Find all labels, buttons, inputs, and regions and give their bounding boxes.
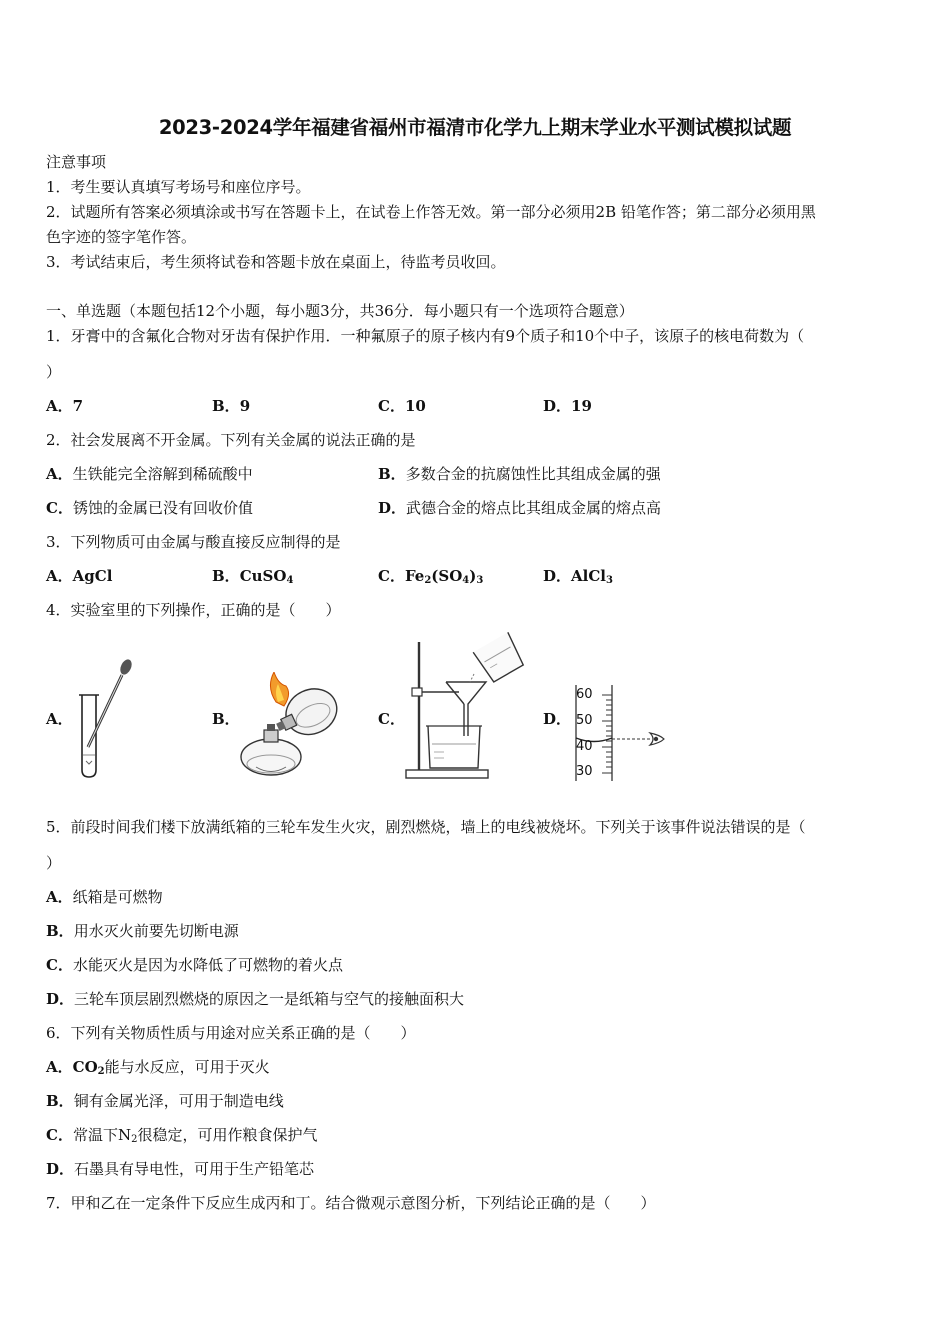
option-text: AlCl <box>571 567 606 585</box>
option-key: A． <box>46 465 73 483</box>
question-6-stem: 6．下列有关物质性质与用途对应关系正确的是（ ） <box>46 1024 416 1042</box>
option-key: B． <box>378 465 406 483</box>
cylinder-tick-label: 60 <box>576 687 593 702</box>
option-text: 10 <box>404 397 426 415</box>
option-text: 能与水反应，可用于灭火 <box>104 1058 270 1076</box>
option-key: B． <box>212 567 240 585</box>
q6-option-a[interactable] <box>46 1057 270 1082</box>
q5-option-d[interactable] <box>46 989 464 1009</box>
q4-label-a[interactable]: A． <box>46 710 73 728</box>
option-text: 很稳定，可用作粮食保护气 <box>137 1126 318 1144</box>
option-key: D． <box>543 397 572 415</box>
subscript: 4 <box>462 575 470 586</box>
option-text: 纸箱是可燃物 <box>72 888 163 906</box>
question-3-stem: 3．下列物质可由金属与酸直接反应制得的是 <box>46 533 341 551</box>
q3-option-d[interactable] <box>543 566 613 591</box>
question-2-stem: 2．社会发展离不开金属。下列有关金属的说法正确的是 <box>46 431 416 449</box>
q5-option-a[interactable] <box>46 887 163 907</box>
notice-item: 3．考试结束后，考生须将试卷和答题卡放在桌面上，待监考员收回。 <box>46 253 506 271</box>
q3-option-c[interactable] <box>378 566 483 591</box>
q4-label-b[interactable]: B． <box>212 710 240 728</box>
option-key: B． <box>212 397 240 415</box>
option-key: C． <box>46 956 73 974</box>
option-text: ) <box>469 567 477 585</box>
option-text: 9 <box>239 397 251 415</box>
question-5-stem: 5．前段时间我们楼下放满纸箱的三轮车发生火灾，剧烈燃烧，墙上的电线被烧坏。下列关于该事件说法错误的是（ <box>46 818 806 836</box>
q6-option-d[interactable] <box>46 1159 314 1179</box>
subscript: 2 <box>97 1066 105 1077</box>
subscript: 2 <box>424 575 432 586</box>
option-key: A． <box>46 1058 73 1076</box>
q4-label-d[interactable]: D． <box>543 710 572 728</box>
cylinder-tick-label: 40 <box>576 739 593 754</box>
option-text: 武德合金的熔点比其组成金属的熔点高 <box>406 499 662 517</box>
q2-option-d[interactable] <box>378 498 661 518</box>
option-key: C． <box>46 1126 73 1144</box>
option-text: 石墨具有导电性，可用于生产铅笔芯 <box>74 1160 315 1178</box>
option-key: D． <box>46 1160 75 1178</box>
q2-option-c[interactable] <box>46 498 253 518</box>
subscript: 2 <box>131 1134 138 1145</box>
question-1-stem-end: ） <box>46 363 62 381</box>
option-text: 水能灭火是因为水降低了可燃物的着火点 <box>72 956 343 974</box>
cylinder-tick-label: 30 <box>576 764 593 779</box>
option-key: C． <box>378 567 405 585</box>
question-4-stem: 4．实验室里的下列操作，正确的是（ ） <box>46 601 341 619</box>
q3-option-b[interactable] <box>212 566 293 591</box>
option-key: D． <box>46 990 75 1008</box>
q5-option-c[interactable] <box>46 955 343 975</box>
q1-option-a[interactable] <box>46 396 83 416</box>
option-text: 生铁能完全溶解到稀硫酸中 <box>72 465 253 483</box>
option-key: B． <box>46 922 74 940</box>
notice-item: 色字迹的签字笔作答。 <box>46 228 197 246</box>
section-heading: 一、单选题（本题包括12个小题，每小题3分，共36分．每小题只有一个选项符合题意） <box>46 302 634 320</box>
option-key: A． <box>46 567 73 585</box>
option-prefix: CO <box>72 1058 98 1076</box>
page-title: 2023-2024学年福建省福州市福清市化学九上期末学业水平测试模拟试题 <box>158 116 792 139</box>
option-key: D． <box>378 499 407 517</box>
option-key: A． <box>46 888 73 906</box>
option-prefix: 常温下N <box>72 1126 132 1144</box>
q5-option-b[interactable] <box>46 921 239 941</box>
subscript: 3 <box>606 575 613 586</box>
subscript: 4 <box>286 575 294 586</box>
option-text: Fe <box>404 567 425 585</box>
option-text: AgCl <box>72 567 113 585</box>
option-text: (SO <box>431 567 463 585</box>
q2-option-a[interactable] <box>46 464 253 484</box>
option-key: D． <box>543 567 572 585</box>
dropper-test-tube-figure <box>72 655 142 783</box>
q1-option-c[interactable] <box>378 396 426 416</box>
q2-option-b[interactable] <box>378 464 661 484</box>
q6-option-b[interactable] <box>46 1091 284 1111</box>
filtration-figure <box>404 632 526 780</box>
q3-option-a[interactable] <box>46 566 112 586</box>
cylinder-tick-label: 50 <box>576 713 593 728</box>
q4-label-c[interactable]: C． <box>378 710 405 728</box>
option-key: A． <box>46 397 73 415</box>
option-text: 7 <box>72 397 84 415</box>
question-5-stem-end: ） <box>46 854 62 872</box>
notice-item: 1．考生要认真填写考场号和座位序号。 <box>46 178 311 196</box>
option-text: 铜有金属光泽，可用于制造电线 <box>73 1092 284 1110</box>
alcohol-lamp-figure <box>236 672 341 780</box>
option-text: CuSO <box>239 567 287 585</box>
option-key: B． <box>46 1092 74 1110</box>
q1-option-b[interactable] <box>212 396 250 416</box>
option-key: C． <box>46 499 73 517</box>
question-7-stem: 7．甲和乙在一定条件下反应生成丙和丁。结合微观示意图分析，下列结论正确的是（ ） <box>46 1194 656 1212</box>
option-text: 三轮车顶层剧烈燃烧的原因之一是纸箱与空气的接触面积大 <box>74 990 465 1008</box>
subscript: 3 <box>476 575 484 586</box>
q1-option-d[interactable] <box>543 396 592 416</box>
notice-item: 2．试题所有答案必须填涂或书写在答题卡上，在试卷上作答无效。第一部分必须用2B 铅笔作答；第二部分必须用黑 <box>46 203 816 221</box>
question-1-stem: 1．牙膏中的含氟化合物对牙齿有保护作用．一种氟原子的原子核内有9个质子和10个中子，该原子的核电荷数为（ <box>46 327 805 345</box>
option-key: C． <box>378 397 405 415</box>
option-text: 19 <box>571 397 592 415</box>
option-text: 锈蚀的金属已没有回收价值 <box>72 499 253 517</box>
q6-option-c[interactable] <box>46 1125 317 1150</box>
notice-heading: 注意事项 <box>46 153 107 171</box>
option-text: 多数合金的抗腐蚀性比其组成金属的强 <box>405 465 661 483</box>
option-text: 用水灭火前要先切断电源 <box>73 922 239 940</box>
